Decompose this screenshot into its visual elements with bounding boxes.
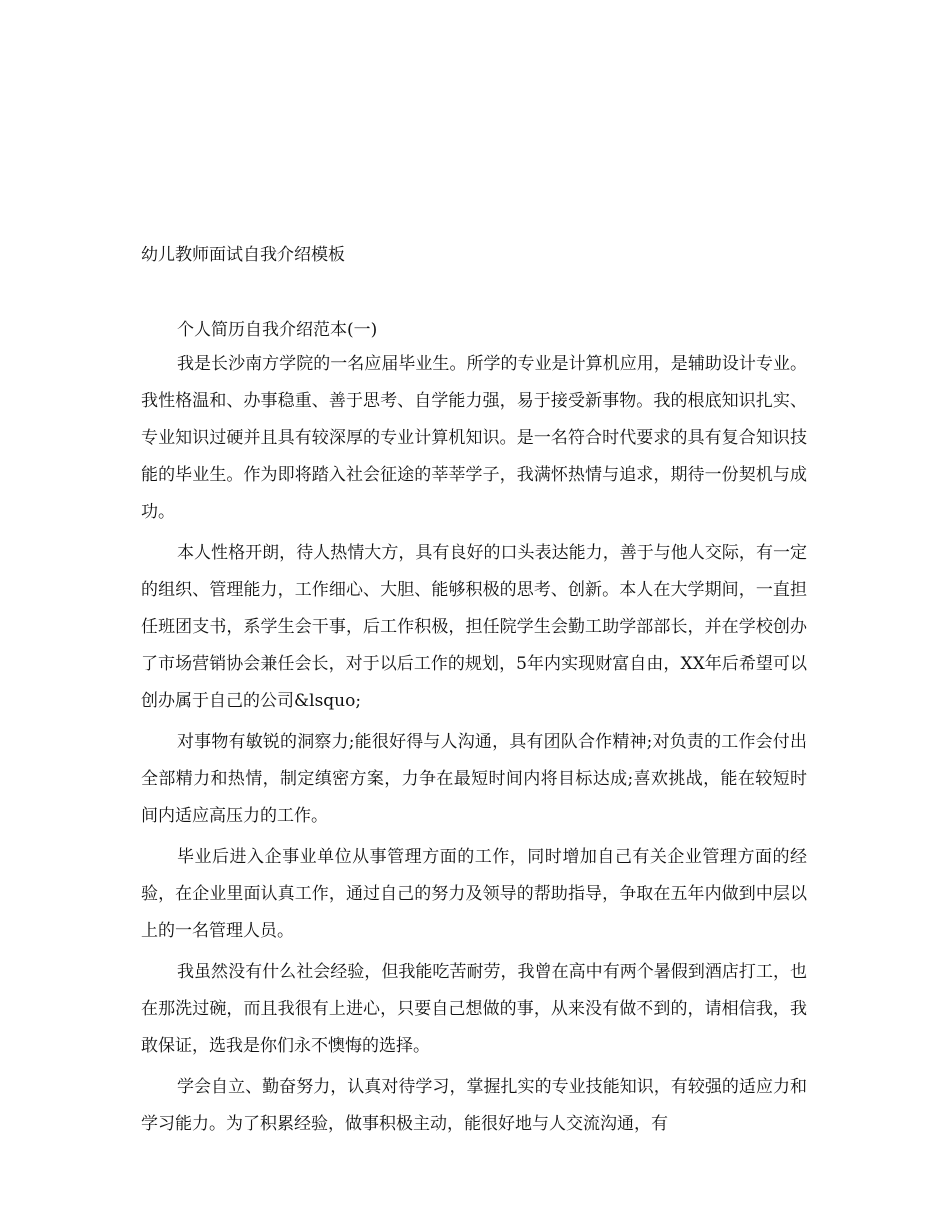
paragraph-1: 我是长沙南方学院的一名应届毕业生。所学的专业是计算机应用，是辅助设计专业。我性格温和、办事稳重、善于思考、自学能力强，易于接受新事物。我的根底知识扎实、专业知识过硬并且具有较深厚的专业计算机知识。是一名符合时代要求的具有复合知识技能的毕业生。作为即将踏入社会征途的莘莘学子，我满怀热情与追求，期待一份契机与成功。	[141, 354, 807, 522]
paragraph-4: 毕业后进入企事业单位从事管理方面的工作，同时增加自己有关企业管理方面的经验，在企业里面认真工作，通过自己的努力及领导的帮助指导，争取在五年内做到中层以上的一名管理人员。	[141, 847, 807, 941]
document-title: 幼儿教师面试自我介绍模板	[141, 245, 345, 265]
section-heading: 个人简历自我介绍范本(一)	[177, 320, 378, 340]
paragraph-3: 对事物有敏锐的洞察力;能很好得与人沟通，具有团队合作精神;对负责的工作会付出全部精力和热情，制定缜密方案，力争在最短时间内将目标达成;喜欢挑战，能在较短时间内适应高压力的工作。	[141, 732, 807, 826]
paragraph-6: 学会自立、勤奋努力，认真对待学习，掌握扎实的专业技能知识，有较强的适应力和学习能力。为了积累经验，做事积极主动，能很好地与人交流沟通，有	[141, 1077, 807, 1134]
paragraph-5: 我虽然没有什么社会经验，但我能吃苦耐劳，我曾在高中有两个暑假到酒店打工，也在那洗过碗，而且我很有上进心，只要自己想做的事，从来没有做不到的，请相信我，我敢保证，选我是你们永不懊悔的选择。	[141, 962, 807, 1056]
document-body	[141, 318, 807, 1143]
paragraph-2: 本人性格开朗，待人热情大方，具有良好的口头表达能力，善于与他人交际，有一定的组织、管理能力，工作细心、大胆、能够积极的思考、创新。本人在大学期间，一直担任班团支书，系学生会干事，后工作积极，担任院学生会勤工助学部部长，并在学校创办了市场营销协会兼任会长，对于以后工作的规划，5年内实现财富自由，XX年后希望可以创办属于自己的公司&lsquo;	[141, 543, 807, 711]
